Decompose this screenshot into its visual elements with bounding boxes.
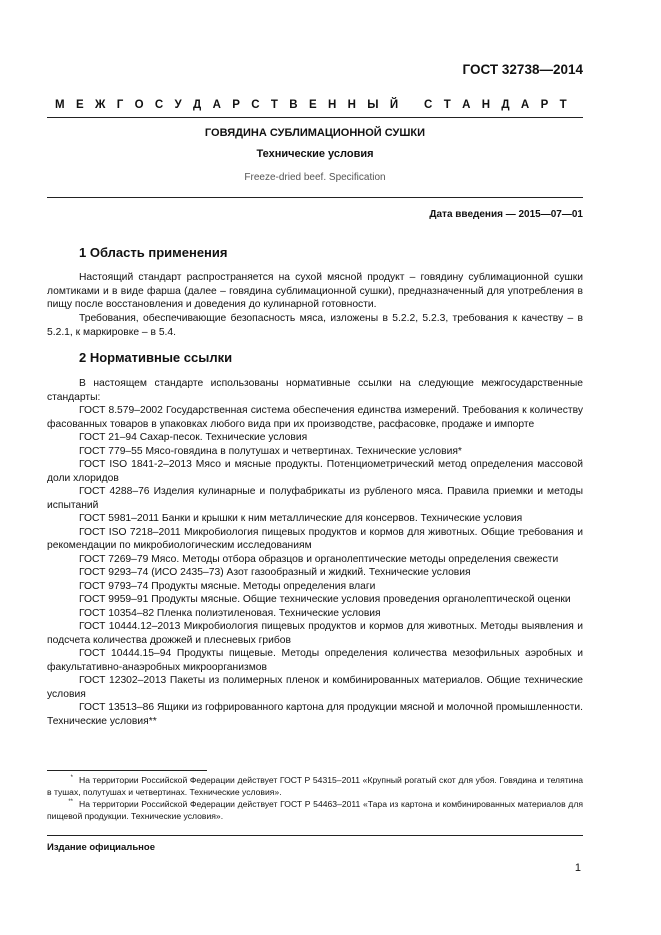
section-1-paragraph-2: Требования, обеспечивающие безопасность мяса, изложены в 5.2.2, 5.2.3, требования к качеству – в 5.2.1, к маркировке – в 5.4. [47, 313, 583, 338]
interstate-letter: Н [481, 99, 491, 111]
interstate-letter: А [520, 99, 530, 111]
interstate-letter: М [55, 99, 65, 111]
reference-item: ГОСТ 7269–79 Мясо. Методы отбора образцов и органолептические методы определения свежести [79, 553, 559, 565]
reference-item: ГОСТ 10354–82 Пленка полиэтиленовая. Технические условия [79, 607, 381, 619]
reference-item: ГОСТ 9793–74 Продукты мясные. Методы определения влаги [79, 580, 376, 592]
interstate-letter: Г [116, 99, 124, 111]
interstate-letter: Н [347, 99, 356, 111]
header-rule [47, 117, 583, 118]
interstate-letter: Е [75, 99, 84, 111]
reference-item: ГОСТ 8.579–2002 Государственная система обеспечения единства измерений. Требования к количеству фасованных товаров в упаковках любого вида при их производстве, расфасовке, продаже и импорте [47, 405, 583, 430]
section-2-intro: В настоящем стандарте использованы нормативные ссылки на следующие межгосударственные стандарты: [47, 378, 583, 403]
reference-item: ГОСТ 9293–74 (ИСО 2435–73) Азот газообразный и жидкий. Технические условия [79, 567, 471, 578]
reference-item: ГОСТ 10444.15–94 Продукты пищевые. Методы определения количества мезофильных аэробных и факультативно-анаэробных микроорганизмов [47, 648, 583, 673]
intro-date: Дата введения — 2015—07—01 [429, 209, 583, 220]
section-1-paragraph-1: Настоящий стандарт распространяется на сухой мясной продукт – говядину сублимационной сушки ломтиками и в виде фарша (далее – говядина сублимационной сушки), предназначенный для употребления в пищу после восстановления и доведения до кулинарной готовности. [47, 272, 583, 310]
section-2-heading: 2 Нормативные ссылки [79, 350, 233, 365]
interstate-letter: Т [559, 99, 567, 111]
interstate-letter: Д [501, 99, 510, 111]
footnotes [47, 774, 583, 822]
interstate-letter: У [174, 99, 182, 111]
interstate-letter: О [134, 99, 144, 111]
interstate-letter: Ж [94, 99, 106, 111]
interstate-letter: В [289, 99, 298, 111]
reference-item: ГОСТ 9959–91 Продукты мясные. Общие технические условия проведения органолептической оценки [79, 594, 571, 605]
reference-item: ГОСТ 4288–76 Изделия кулинарные и полуфабрикаты из рубленого мяса. Правила приемки и методы испытаний [47, 486, 583, 511]
reference-item: ГОСТ ISO 1841-2–2013 Мясо и мясные продукты. Потенциометрический метод определения массовой доли хлоридов [47, 459, 583, 484]
footnote-rule [47, 770, 207, 771]
edition-label: Издание официальное [47, 842, 155, 853]
section-1-heading: 1 Область применения [79, 245, 228, 260]
interstate-letter: Н [327, 99, 337, 111]
footnote-item: ** На территории Российской Федерации действует ГОСТ Р 54463–2011 «Тара из картона и комбинированных материалов для пищевой продукции. Технические условия». [47, 799, 583, 821]
footnote-item: * На территории Российской Федерации действует ГОСТ Р 54315–2011 «Крупный рогатый скот для убоя. Говядина и телятина в тушах, полутушах и четвертинах. Технические условия». [47, 775, 583, 797]
page-number: 1 [574, 862, 581, 874]
interstate-letter: С [424, 99, 433, 111]
reference-item: ГОСТ 5981–2011 Банки и крышки к ним металлические для консервов. Технические условия [79, 513, 523, 524]
document-subtitle: Технические условия [256, 148, 374, 160]
title-rule [47, 197, 583, 198]
interstate-letter: А [212, 99, 221, 111]
reference-item: ГОСТ 779–55 Мясо-говядина в полутушах и четвертинах. Технические условия* [79, 445, 462, 457]
interstate-letter: Т [270, 99, 278, 111]
reference-item: ГОСТ ISO 7218–2011 Микробиология пищевых продуктов и кормов для животных. Общие требования и рекомендации по микробиологическим исследованиям [47, 526, 583, 551]
interstate-letter: Д [193, 99, 202, 111]
interstate-letter: Р [540, 99, 549, 111]
interstate-letter: Р [232, 99, 240, 111]
document-title: ГОВЯДИНА СУБЛИМАЦИОННОЙ СУШКИ [204, 127, 426, 139]
english-title: Freeze-dried beef. Specification [244, 172, 386, 183]
interstate-letter: Е [308, 99, 317, 111]
footnote-mark: ** [68, 799, 73, 806]
interstate-letter: С [154, 99, 164, 111]
footnote-mark: * [70, 775, 73, 782]
reference-item: ГОСТ 10444.12–2013 Микробиология пищевых продуктов и кормов для животных. Методы выявления и подсчета количества дрожжей и плесневых грибов [47, 621, 583, 646]
interstate-letter: Ы [367, 99, 379, 111]
interstate-letter: Т [443, 99, 451, 111]
reference-item: ГОСТ 12302–2013 Пакеты из полимерных пленок и комбинированных материалов. Общие технические условия [47, 675, 583, 700]
interstate-letter [409, 99, 412, 111]
interstate-letter: А [462, 99, 471, 111]
reference-item: ГОСТ 21–94 Сахар-песок. Технические условия [79, 432, 308, 443]
reference-item: ГОСТ 13513–86 Ящики из гофрированного картона для продукции мясной и молочной промышленности. Технические условия** [47, 702, 583, 727]
interstate-letter: С [251, 99, 260, 111]
footer-rule [47, 835, 583, 836]
interstate-standard-heading [55, 99, 567, 111]
interstate-letter: Й [389, 99, 399, 111]
document-code: ГОСТ 32738—2014 [462, 62, 583, 77]
normative-references-list [47, 404, 583, 728]
